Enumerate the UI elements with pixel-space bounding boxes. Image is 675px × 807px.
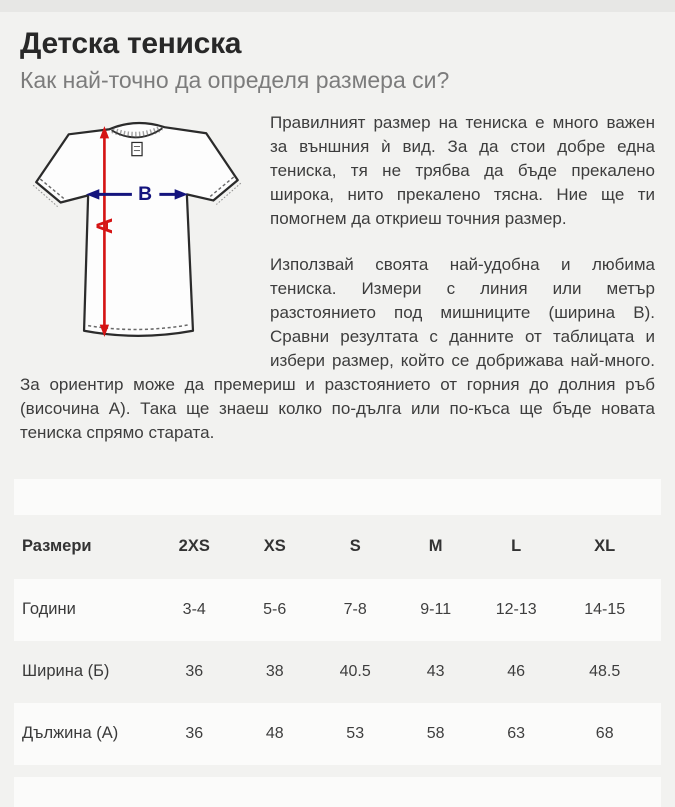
table-cell: 9-11	[420, 600, 452, 618]
table-bottom-strip	[14, 777, 661, 807]
table-cell: 48.5	[589, 662, 621, 680]
table-cell: 12-13	[495, 600, 537, 618]
row-label: Години	[22, 600, 76, 619]
table-cell: 63	[507, 724, 526, 742]
content-area	[0, 12, 675, 467]
table-cell: 68	[595, 724, 614, 742]
table-top-spacer	[14, 479, 661, 515]
table-cell: 14-15	[584, 600, 626, 618]
header-cell-s: S	[349, 537, 361, 556]
table-cell: 43	[426, 662, 445, 680]
header-cell-xl: XL	[594, 537, 616, 556]
neck-tag	[132, 142, 142, 155]
intro-paragraph-2: Използвай своята най-удобна и любима тениска. Измери с линия или метър разстоянието под мишниците (ширина B). Сравни резултата с данните от таблицата и избери размер, който се добрижава най-много. За ориентир може да премериш и разстоянието от горния до долния ръб (височина А). Така ще знаеш колко по-дълга или по-къса ще бъде новата тениска спрямо старата.	[20, 254, 655, 442]
table-cell: 36	[185, 724, 204, 742]
table-gap	[14, 765, 661, 777]
table-cell: 3-4	[182, 600, 206, 618]
tshirt-diagram-svg	[30, 117, 246, 345]
header-cell-sizes: Размери	[22, 537, 92, 556]
size-table	[14, 479, 661, 807]
width-label: B	[138, 183, 153, 205]
page-title: Детска тениска	[20, 27, 242, 60]
intro-section	[20, 111, 655, 467]
table-cell: 40.5	[339, 662, 371, 680]
page-subtitle: Как най-точно да определя размера си?	[20, 67, 450, 93]
header-cell-2xs: 2XS	[178, 537, 210, 556]
table-cell: 53	[346, 724, 365, 742]
length-label: A	[91, 217, 117, 234]
table-row-years	[14, 579, 661, 641]
size-table-header-row	[14, 515, 661, 579]
row-label: Дължина (А)	[22, 724, 119, 743]
table-cell: 7-8	[343, 600, 367, 618]
header-cell-xs: XS	[263, 537, 286, 556]
table-row-width	[14, 641, 661, 703]
header-cell-l: L	[511, 537, 522, 556]
table-cell: 5-6	[263, 600, 287, 618]
table-cell: 36	[185, 662, 204, 680]
table-cell: 48	[265, 724, 284, 742]
table-cell: 38	[265, 662, 284, 680]
tshirt-measurement-diagram	[20, 117, 246, 350]
table-cell: 46	[507, 662, 526, 680]
top-strip	[0, 0, 675, 12]
row-label: Ширина (Б)	[22, 662, 110, 681]
intro-paragraph-1: Правилният размер на тениска е много важен за външния ѝ вид. За да стои добре една тениска, тя не трябва да бъде прекалено широка, нито прекалено тясна. Ние ще ти помогнем да откриеш точния размер.	[270, 112, 655, 228]
table-cell: 58	[426, 724, 445, 742]
header-cell-m: M	[428, 537, 443, 556]
table-row-length	[14, 703, 661, 765]
